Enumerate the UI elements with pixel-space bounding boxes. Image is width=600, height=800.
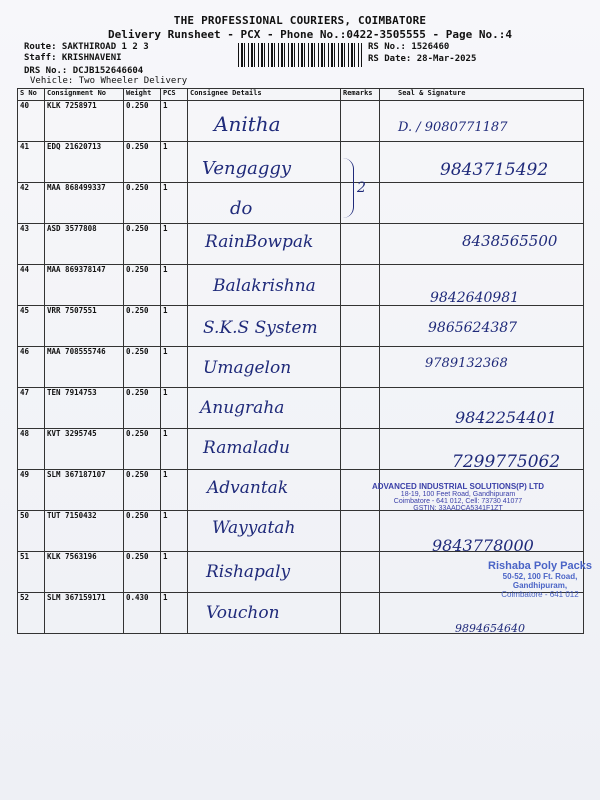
consignment-cell: KLK 7563196 bbox=[45, 552, 124, 593]
handwritten-name: do bbox=[230, 198, 253, 219]
handwritten-name: Anugraha bbox=[200, 398, 285, 418]
handwritten-name: Wayyatah bbox=[212, 518, 296, 538]
weight-cell: 0.250 bbox=[124, 429, 161, 470]
drs-label: DRS No.: DCJB152646604 bbox=[24, 66, 144, 76]
handwritten-name: Rishapaly bbox=[206, 562, 291, 582]
handwritten-name: Anitha bbox=[214, 112, 281, 136]
pcs-cell: 1 bbox=[161, 470, 188, 511]
col-header-consignee: Consignee Details bbox=[188, 89, 341, 101]
staff-label: Staff: KRISHNAVENI bbox=[24, 53, 122, 63]
pcs-cell: 1 bbox=[161, 183, 188, 224]
handwritten-name: Umagelon bbox=[203, 358, 292, 378]
handwritten-signature: 8438565500 bbox=[462, 232, 558, 250]
pcs-cell: 1 bbox=[161, 306, 188, 347]
remarks-cell bbox=[341, 101, 380, 142]
consignment-cell: EDQ 21620713 bbox=[45, 142, 124, 183]
weight-cell: 0.250 bbox=[124, 470, 161, 511]
handwritten-signature: 9842640981 bbox=[430, 290, 520, 306]
sno-cell: 40 bbox=[18, 101, 45, 142]
pcs-cell: 1 bbox=[161, 347, 188, 388]
pcs-cell: 1 bbox=[161, 552, 188, 593]
col-header-remarks: Remarks bbox=[341, 89, 380, 101]
consignment-cell: MAA 869378147 bbox=[45, 265, 124, 306]
handwritten-name: RainBowpak bbox=[205, 232, 314, 252]
handwritten-signature: 7299775062 bbox=[452, 452, 561, 472]
remarks-cell bbox=[341, 265, 380, 306]
remarks-cell bbox=[341, 388, 380, 429]
handwritten-signature: 9865624387 bbox=[428, 320, 518, 336]
col-header-consignment: Consignment No bbox=[45, 89, 124, 101]
sno-cell: 41 bbox=[18, 142, 45, 183]
sno-cell: 48 bbox=[18, 429, 45, 470]
route-label: Route: SAKTHIROAD 1 2 3 bbox=[24, 42, 149, 52]
barcode bbox=[238, 43, 362, 67]
handwritten-signature: 9843778000 bbox=[432, 536, 534, 555]
sno-cell: 50 bbox=[18, 511, 45, 552]
sno-cell: 52 bbox=[18, 593, 45, 634]
rs-date: RS Date: 28-Mar-2025 bbox=[368, 54, 477, 64]
weight-cell: 0.250 bbox=[124, 142, 161, 183]
col-header-seal: Seal & Signature bbox=[380, 89, 584, 101]
handwritten-signature: 9843715492 bbox=[440, 160, 549, 180]
weight-cell: 0.250 bbox=[124, 265, 161, 306]
consignment-cell: MAA 708555746 bbox=[45, 347, 124, 388]
remarks-cell bbox=[341, 429, 380, 470]
weight-cell: 0.430 bbox=[124, 593, 161, 634]
remarks-cell bbox=[341, 593, 380, 634]
bracket-mark bbox=[343, 158, 354, 218]
pcs-cell: 1 bbox=[161, 142, 188, 183]
rs-number: RS No.: 1526460 bbox=[368, 42, 450, 52]
handwritten-name: S.K.S System bbox=[203, 318, 318, 338]
consignment-cell: TEN 7914753 bbox=[45, 388, 124, 429]
table-header-row bbox=[18, 89, 584, 101]
consignment-cell: SLM 367159171 bbox=[45, 593, 124, 634]
document-subtitle: Delivery Runsheet - PCX - Phone No.:0422-3505555 - Page No.:4 bbox=[108, 28, 512, 41]
seal-cell bbox=[380, 183, 584, 224]
handwritten-signature: 9894654640 bbox=[455, 622, 525, 635]
handwritten-name: Balakrishna bbox=[213, 276, 316, 296]
sno-cell: 49 bbox=[18, 470, 45, 511]
remarks-cell bbox=[341, 511, 380, 552]
remarks-cell bbox=[341, 224, 380, 265]
handwritten-signature: 9842254401 bbox=[455, 408, 557, 427]
company-stamp: Rishaba Poly Packs 50-52, 100 Ft. Road, Gandhipuram, Coimbatore - 641 012 bbox=[488, 560, 592, 599]
bracket-note: 2 bbox=[357, 180, 366, 196]
pcs-cell: 1 bbox=[161, 511, 188, 552]
sno-cell: 43 bbox=[18, 224, 45, 265]
pcs-cell: 1 bbox=[161, 388, 188, 429]
weight-cell: 0.250 bbox=[124, 511, 161, 552]
weight-cell: 0.250 bbox=[124, 552, 161, 593]
vehicle-label: Vehicle: Two Wheeler Delivery bbox=[30, 76, 188, 86]
col-header-weight: Weight bbox=[124, 89, 161, 101]
sno-cell: 42 bbox=[18, 183, 45, 224]
pcs-cell: 1 bbox=[161, 224, 188, 265]
col-header-pcs: PCS bbox=[161, 89, 188, 101]
remarks-cell bbox=[341, 306, 380, 347]
sno-cell: 45 bbox=[18, 306, 45, 347]
weight-cell: 0.250 bbox=[124, 101, 161, 142]
sno-cell: 51 bbox=[18, 552, 45, 593]
col-header-sno: S No bbox=[18, 89, 45, 101]
weight-cell: 0.250 bbox=[124, 224, 161, 265]
consignment-cell: MAA 868499337 bbox=[45, 183, 124, 224]
sno-cell: 47 bbox=[18, 388, 45, 429]
consignment-cell: TUT 7150432 bbox=[45, 511, 124, 552]
handwritten-name: Ramaladu bbox=[203, 438, 290, 458]
table-row bbox=[18, 183, 584, 224]
handwritten-name: Vouchon bbox=[206, 603, 280, 623]
consignee-cell bbox=[188, 183, 341, 224]
handwritten-name: Vengaggy bbox=[202, 158, 292, 179]
document-title: THE PROFESSIONAL COURIERS, COIMBATORE bbox=[173, 14, 427, 27]
consignment-cell: VRR 7507551 bbox=[45, 306, 124, 347]
weight-cell: 0.250 bbox=[124, 183, 161, 224]
remarks-cell bbox=[341, 347, 380, 388]
handwritten-signature: D. / 9080771187 bbox=[398, 120, 508, 135]
weight-cell: 0.250 bbox=[124, 306, 161, 347]
consignment-cell: ASD 3577808 bbox=[45, 224, 124, 265]
handwritten-signature: 9789132368 bbox=[425, 356, 508, 371]
sno-cell: 44 bbox=[18, 265, 45, 306]
consignment-cell: KLK 7258971 bbox=[45, 101, 124, 142]
consignment-cell: SLM 367187107 bbox=[45, 470, 124, 511]
pcs-cell: 1 bbox=[161, 593, 188, 634]
company-stamp: ADVANCED INDUSTRIAL SOLUTIONS(P) LTD 18-19, 100 Feet Road, Gandhipuram Coimbatore - 641 012, Cell: 73730 41077 GSTIN: 33AADCA5341F1ZT bbox=[372, 482, 544, 512]
weight-cell: 0.250 bbox=[124, 388, 161, 429]
pcs-cell: 1 bbox=[161, 429, 188, 470]
remarks-cell bbox=[341, 552, 380, 593]
pcs-cell: 1 bbox=[161, 101, 188, 142]
sno-cell: 46 bbox=[18, 347, 45, 388]
pcs-cell: 1 bbox=[161, 265, 188, 306]
weight-cell: 0.250 bbox=[124, 347, 161, 388]
consignment-cell: KVT 3295745 bbox=[45, 429, 124, 470]
handwritten-name: Advantak bbox=[207, 478, 289, 498]
